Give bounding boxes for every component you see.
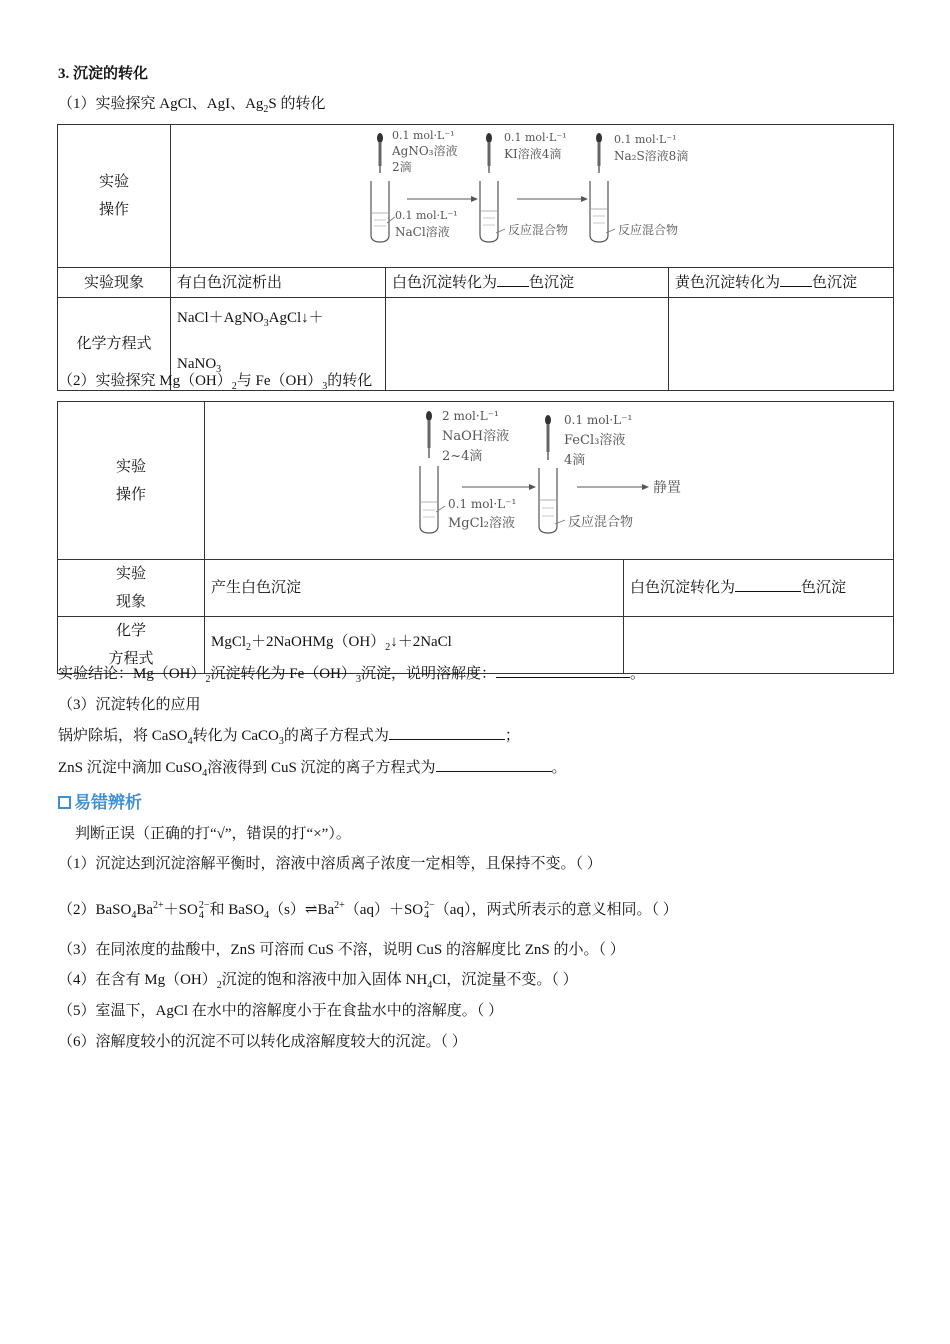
errors-heading-text: 易错辨析 [74,793,142,813]
fig-label: 反应混合物 [618,223,679,237]
text-sub: 3 [355,674,361,685]
test-tube-3 [590,181,608,242]
dropper-1 [377,133,383,173]
test-tube-diagram-2 [205,402,893,549]
row-label-phenomenon [58,560,205,617]
fig-label: 反应混合物 [508,223,569,237]
equation-line [177,298,379,344]
title-text: 与 Fe（OH） [236,373,323,389]
experiment-figure-1 [171,125,894,268]
answer-blank[interactable] [436,758,552,772]
cell-text: 色沉淀 [801,580,847,596]
equation-sub: 2 [246,642,252,653]
equation-text: NaCl＋AgNO [177,310,264,326]
fig-label: 0.1 mol·L⁻¹ [392,129,455,142]
section-title: . 沉淀的转化 [65,66,149,82]
fig-label: Na₂S溶液8滴 [614,149,689,163]
text-sub: 2 [216,980,222,991]
equation-text: MgCl [211,634,247,650]
part3-title: （3）沉淀转化的应用 [58,697,201,713]
fig-label: 0.1 mol·L⁻¹ [448,497,517,511]
question-2 [58,896,678,926]
title-text: （2）实验探究 Mg（OH） [58,373,232,389]
part1-title-end: S 的转化 [268,96,326,112]
part2-title [58,371,372,397]
answer-blank[interactable] [389,726,505,740]
table-part2 [57,401,894,674]
part3-line2 [58,758,567,784]
answer-blank[interactable] [497,273,529,287]
text-sub: 3 [278,736,284,747]
fig-label: KI溶液4滴 [504,147,562,161]
equation-sub: 2 [385,642,391,653]
charge-sub: 4 [424,910,430,921]
charge-sup: 2− [424,900,435,911]
row-label-equation: 化学方程式 [58,298,171,391]
part1-title-sub: 2 [263,104,269,115]
text-sup: 2+ [334,900,345,911]
sulfate-charge [424,901,435,921]
phenomenon-cell: 产生白色沉淀 [205,560,624,617]
dropper-3 [596,133,602,173]
text: ＋SO [163,902,198,918]
experiment-figure-2 [205,402,894,560]
cell-text: 色沉淀 [812,274,858,291]
text-sub: 4 [187,736,193,747]
row-label-line: 操作 [115,486,146,503]
text: 转化为 CaCO [192,728,279,744]
row-label-line: 现象 [115,594,146,610]
table-row [58,268,894,298]
equation-text: ＋2NaOH [251,634,313,650]
test-tube-1 [371,181,389,242]
row-label-line: 化学 [115,623,146,639]
row-label-line: 操作 [98,202,129,218]
question-4 [58,970,578,996]
text-sub: 4 [131,910,137,921]
part1-title [58,94,326,120]
text: （aq），两式所表示的意义相同。（ ） [434,902,678,918]
answer-blank[interactable] [780,273,812,287]
charge-sub: 4 [198,910,204,921]
dropper-2 [486,133,492,173]
row-label-operation [58,402,205,560]
text-sub: 4 [264,910,270,921]
cell-text: 黄色沉淀转化为 [675,274,781,291]
equation-text: ↓＋2NaCl [390,634,452,650]
equation-text: NaNO [177,356,217,372]
fig-label: 2滴 [392,160,412,174]
dropper-2 [545,415,551,460]
row-label-line: 实验 [98,174,129,190]
text: 。 [629,666,645,682]
text: 。 [551,760,567,776]
text: ZnS 沉淀中滴加 CuSO [58,760,203,776]
section-number: 3 [58,66,66,82]
phenomenon-cell [624,560,894,617]
cell-text: 白色沉淀转化为 [630,580,736,596]
text: 实验结论：Mg（OH） [58,666,206,682]
fig-label: 0.1 mol·L⁻¹ [614,133,677,146]
test-tube-2 [539,468,557,533]
part1-title-text: （1）实验探究 AgCl、AgI、Ag [58,96,264,112]
text: （aq）＋SO [344,902,424,918]
row-label-line: 实验 [115,566,146,582]
text: 和 BaSO [209,902,265,918]
fig-label: FeCl₃溶液 [564,433,626,448]
conclusion-line [58,664,645,690]
equation-cell-empty[interactable] [624,617,894,674]
text: 沉淀的饱和溶液中加入固体 NH [221,972,428,988]
text: （4）在含有 Mg（OH） [58,972,217,988]
answer-blank[interactable] [496,664,630,678]
charge-sup: 2− [198,900,210,911]
text: 沉淀，说明溶解度： [360,666,496,682]
fig-label: 0.1 mol·L⁻¹ [564,413,633,427]
checkbox-square-icon [58,796,71,809]
table-row [58,402,894,560]
question-5: （5）室温下，AgCl 在水中的溶解度小于在食盐水中的溶解度。（ ） [58,1003,504,1019]
test-tube-2 [480,181,498,242]
fig-label: NaCl溶液 [395,225,450,239]
fig-label: MgCl₂溶液 [448,516,515,531]
row-label-line: 方程式 [108,651,154,667]
row-label-line: 实验 [115,458,146,475]
table-row [58,125,894,268]
text: Cl，沉淀量不变。（ ） [432,972,578,988]
title-sub: 2 [231,381,237,392]
fig-label: 4滴 [564,453,586,468]
sulfate-charge [199,901,210,921]
fig-label: AgNO₃溶液 [392,144,458,158]
equation-cell-empty[interactable] [669,298,894,391]
text-sub: 4 [427,980,433,991]
fig-label: 2~4滴 [442,449,483,464]
phenomenon-cell [669,268,894,298]
fig-label: NaOH溶液 [442,429,510,444]
errors-heading [58,793,142,813]
fig-label: 2 mol·L⁻¹ [442,409,499,423]
title-sub: 3 [322,381,328,392]
answer-blank[interactable] [735,578,801,592]
equation-text: Mg（OH） [312,634,386,650]
section-heading [58,64,148,84]
cell-text: 色沉淀 [529,274,575,291]
text: 的离子方程式为 [283,728,389,744]
fig-label: 0.1 mol·L⁻¹ [504,131,567,144]
table-row [58,560,894,617]
fig-label: 反应混合物 [568,515,634,530]
dropper-1 [426,411,432,458]
text: Ba [136,902,154,918]
question-3: （3）在同浓度的盐酸中，ZnS 可溶而 CuS 不溶，说明 CuS 的溶解度比 ZnS 的小。（ ） [58,942,625,958]
text: 溶液得到 CuS 沉淀的离子方程式为 [207,760,436,776]
row-label-phenomenon: 实验现象 [58,268,171,298]
title-text: 的转化 [327,373,373,389]
text: ； [504,728,520,744]
errors-intro: 判断正误（正确的打“√”，错误的打“×”）。 [75,826,351,842]
equation-sub: 3 [216,364,222,375]
test-tube-diagram-1 [171,125,893,257]
text: （2）BaSO [58,902,132,918]
equation-cell-empty[interactable] [386,298,669,391]
equation-text: AgCl↓＋ [268,310,324,326]
fig-label: 静置 [653,480,681,496]
text: 锅炉除垢，将 CaSO [58,728,188,744]
cell-text: 白色沉淀转化为 [392,274,498,291]
question-1: （1）沉淀达到沉淀溶解平衡时，溶液中溶质离子浓度一定相等，且保持不变。（ ） [58,856,602,872]
part3-line1 [58,726,520,752]
row-label-operation [58,125,171,268]
equation-sub: 3 [263,318,269,329]
text-sub: 4 [202,768,208,779]
test-tube-1 [420,466,438,533]
text-sub: 2 [205,674,211,685]
phenomenon-cell: 有白色沉淀析出 [171,268,386,298]
fig-label: 0.1 mol·L⁻¹ [395,209,458,222]
question-6: （6）溶解度较小的沉淀不可以转化成溶解度较大的沉淀。（ ） [58,1034,467,1050]
text: （s）⇌Ba [269,902,335,918]
text: 沉淀转化为 Fe（OH） [210,666,356,682]
table-part1 [57,124,894,391]
text-sup: 2+ [153,900,164,911]
phenomenon-cell [386,268,669,298]
